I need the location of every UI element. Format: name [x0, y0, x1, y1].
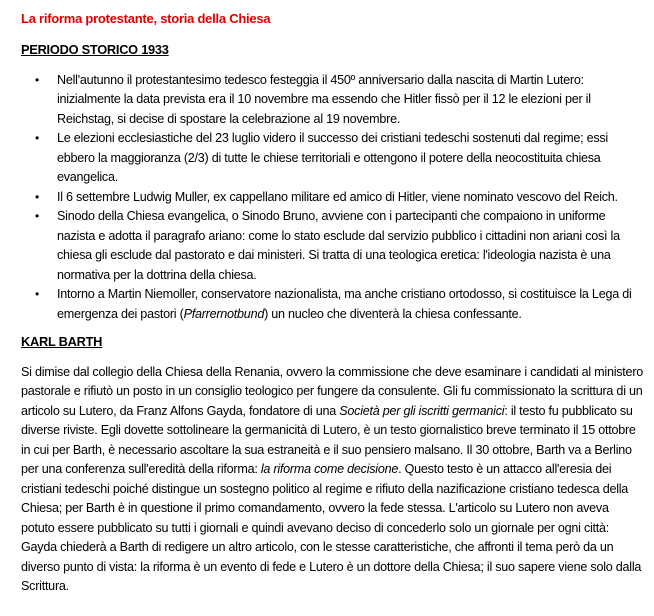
bullet-icon: • — [35, 287, 39, 301]
list-item: • Nell'autunno il protestantesimo tedesco festeggia il 450º anniversario dalla nascita di Martin Lutero: inizialmente la data prevista era il 10 novembre ma essendo che Hitler fissò per il 12 le elezioni per il Reichstag, si decise di spostare la celebrazione al 19 novembre. — [35, 72, 591, 126]
bullet-icon: • — [35, 72, 39, 87]
body-paragraph: Si dimise dal collegio della Chiesa della Renania, ovvero la commissione che deve esaminare i candidati al ministero pastorale e rifiutò un posto in un consiglio teologico per fungere da consulente. Gli fu commissionato la scrittura di un articolo su Lutero, da Franz Alfons Gayda, fondatore di una Società per gli iscritti germanici: il testo fu pubblicato su diverse riviste. Egli dovette sottolineare la germanicità di Lutero, è un testo giornalistico breve terminato il 15 ottobre in cui per Barth, è necessario ascoltare la sua estraneità e il suo pensiero malsano. Il 30 ottobre, Barth va a Berlino per una conferenza sull'eredità della riforma: la riforma come decisione. Questo testo è un attacco all'eresia dei cristiani tedeschi poiché distingue un sostegno politico al regime e rifiuto della nazificazione cristiano tedesca della Chiesa; per Barth è in questione il primo comandamento, ovvero la fede stessa. L'articolo su Lutero non aveva potuto essere pubblicato su tutti i giornali e quindi avevano deciso di concederlo solo un giornale per ogni città: Gayda chiederà a Barth di redigere un altro articolo, con le stesse caratteristiche, che affronti il tema però da un diverso punto di vista: la riforma è un evento di fede e Lutero è un dottore della Chiesa; il suo sapere viene solo dalla Scrittura. — [21, 364, 644, 593]
bullet-list — [21, 71, 645, 325]
document — [21, 9, 645, 597]
italic-term: la riforma come decisione — [260, 462, 399, 476]
section-heading-periodo-storico: PERIODO STORICO 1933 — [21, 42, 169, 57]
bullet-icon: • — [35, 131, 39, 145]
document-title: La riforma protestante, storia della Chiesa — [21, 11, 271, 26]
bullet-icon: • — [35, 209, 39, 223]
list-item: • Il 6 settembre Ludwig Muller, ex cappellano militare ed amico di Hitler, viene nominato vescovo del Reich. — [21, 188, 645, 208]
italic-term: Pfarrernotbund — [183, 306, 265, 321]
section-heading-karl-barth: KARL BARTH — [21, 334, 103, 349]
list-item: • Le elezioni ecclesiastiche del 23 luglio videro il successo dei cristiani tedeschi sostenuti dal regime; essi ebbero la maggioranza (2/3) di tutte le chiese territoriali e ottengono il potere della neocostituita chiesa evangelica. — [35, 131, 608, 184]
bullet-icon: • — [35, 189, 39, 204]
italic-term: Società per gli iscritti germanici — [339, 403, 505, 418]
list-item: • Intorno a Martin Niemoller, conservatore nazionalista, ma anche cristiano ortodosso, si costituisce la Lega di emergenza dei pastori (Pfarrernotbund) un nucleo che diventerà la chiesa confessante. — [35, 287, 632, 321]
list-item: • Sinodo della Chiesa evangelica, o Sinodo Bruno, avviene con i partecipanti che compaiono in uniforme nazista e adotta il paragrafo ariano: come lo stato esclude dal servizio pubblico i cittadini non ariani così la chiesa gli esclude dal pastorato e dai ministeri. Si tratta di una teologica eretica: l'ideologia nazista è una normativa per la dottrina della chiesa. — [35, 209, 620, 282]
